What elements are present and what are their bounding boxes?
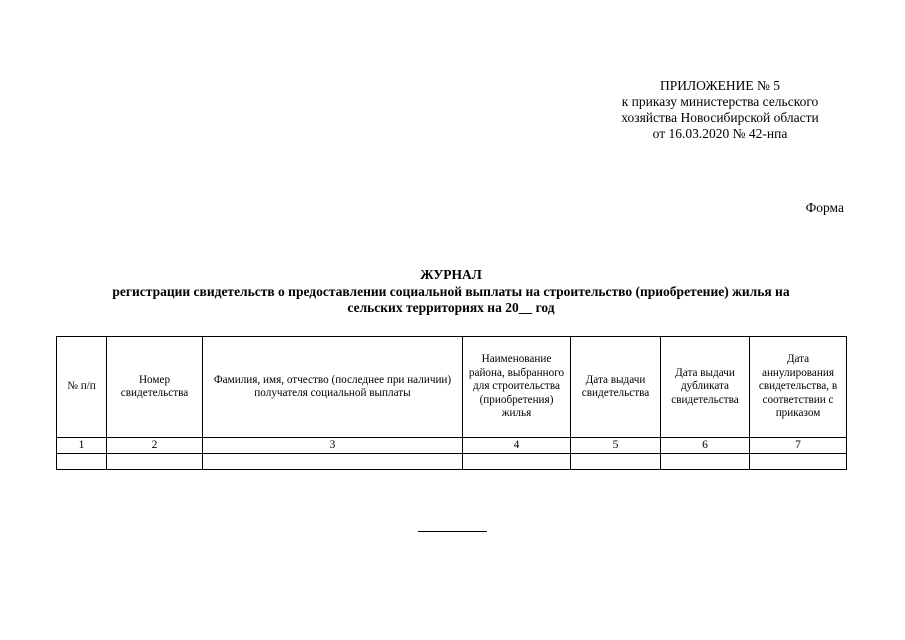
column-number: 2: [107, 438, 203, 454]
table-cell: [463, 454, 571, 470]
header-certificate-number: Номер свидетельства: [107, 337, 203, 438]
table-cell: [571, 454, 661, 470]
header-issue-date: Дата выдачи свидетельства: [571, 337, 661, 438]
table-row: [57, 454, 847, 470]
title-line-2: сельских территориях на 20__ год: [347, 300, 555, 315]
journal-table: [56, 336, 847, 470]
header-row-number: № п/п: [57, 337, 107, 438]
title-line-1: регистрации свидетельств о предоставлении социальной выплаты на строительство (приобретение) жилья на: [112, 283, 790, 299]
column-number-row: [57, 438, 847, 454]
table-header-row: [57, 337, 847, 438]
table-cell: [57, 454, 107, 470]
appendix-ministry: хозяйства Новосибирской области: [621, 110, 819, 125]
column-number: 6: [661, 438, 750, 454]
table-cell: [750, 454, 847, 470]
header-recipient-name: Фамилия, имя, отчество (последнее при наличии) получателя социальной выплаты: [203, 337, 463, 438]
end-separator-line: [418, 531, 487, 532]
header-cancellation-date: Дата аннулирования свидетельства, в соответствии с приказом: [750, 337, 847, 438]
appendix-order-date: от 16.03.2020 № 42-нпа: [652, 126, 788, 141]
column-number: 3: [203, 438, 463, 454]
document-title: [56, 267, 846, 317]
column-number: 4: [463, 438, 571, 454]
title-heading: ЖУРНАЛ: [420, 267, 482, 282]
appendix-block: [600, 78, 840, 142]
column-number: 1: [57, 438, 107, 454]
appendix-order-ref: к приказу министерства сельского: [621, 94, 819, 109]
column-number: 5: [571, 438, 661, 454]
form-label: Форма: [805, 200, 844, 215]
table-cell: [661, 454, 750, 470]
appendix-number: ПРИЛОЖЕНИЕ № 5: [659, 78, 781, 93]
column-number: 7: [750, 438, 847, 454]
header-duplicate-date: Дата выдачи дубликата свидетельства: [661, 337, 750, 438]
table-cell: [107, 454, 203, 470]
table-cell: [203, 454, 463, 470]
header-district-name: Наименование района, выбранного для строительства (приобретения) жилья: [463, 337, 571, 438]
